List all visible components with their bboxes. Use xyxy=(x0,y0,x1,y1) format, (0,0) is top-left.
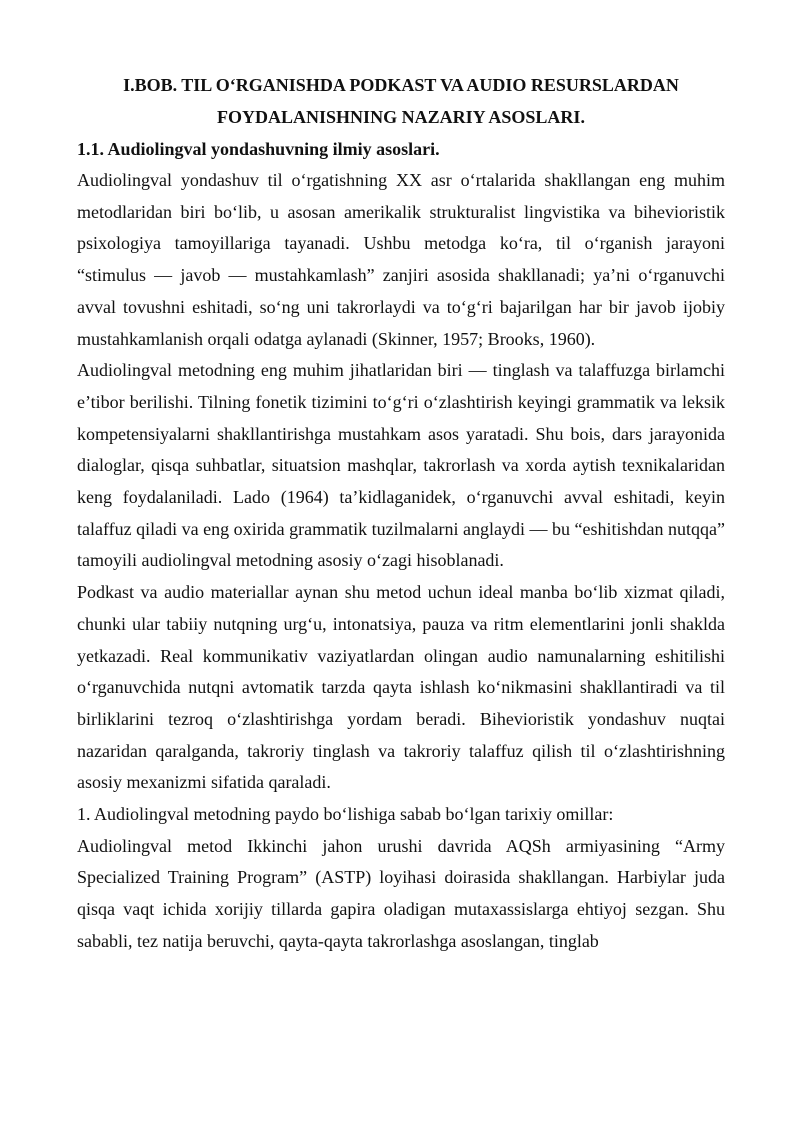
paragraph-4: Audiolingval metod Ikkinchi jahon urushi davrida AQSh armiyasining “Army Specialized Training Program” (ASTP) loyihasi doirasida shakllangan. Harbiylar juda qisqa vaqt ichida xorijiy tillarda gapira oladigan mutaxassislarga ehtiyoj sezgan. Shu sababli, tez natija beruvchi, qayta-qayta takrorlashga asoslangan, tinglab xyxy=(77,835,725,951)
document-page xyxy=(77,69,725,958)
paragraph-2: Audiolingval metodning eng muhim jihatlaridan biri — tinglash va talaffuzga birlamchi e’tibor berilishi. Tilning fonetik tizimini to‘g‘ri o‘zlashtirish keyingi grammatik va leksik kompetensiyalarni shakllantirishga mustahkam asos yaratadi. Shu bois, dars jarayonida dialoglar, qisqa suhbatlar, situatsion mashqlar, takrorlash va xorda aytish texnikalaridan keng foydalaniladi. Lado (1964) ta’kidlaganidek, o‘rganuvchi avval eshitadi, keyin talaffuz qiladi va eng oxirida grammatik tuzilmalarni anglaydi — bu “eshitishdan nutqqa” tamoyili audiolingval metodning asosiy o‘zagi hisoblanadi. xyxy=(77,360,725,571)
section-heading: 1.1. Audiolingval yondashuvning ilmiy asoslari. xyxy=(77,139,440,159)
paragraph-3: Podkast va audio materiallar aynan shu metod uchun ideal manba bo‘lib xizmat qiladi, chunki ular tabiiy nutqning urg‘u, intonatsiya, pauza va ritm elementlarini jonli shaklda yetkazadi. Real kommunikativ vaziyatlardan olingan audio namunalarning eshitilishi o‘rganuvchida nutqni avtomatik tarzda qayta ishlash ko‘nikmasini shakllantiradi va til birliklarini tezroq o‘zlashtirishga yordam beradi. Bihevioristik yondashuv nuqtai nazaridan qaralganda, takroriy tinglash va takroriy talaffuz qilish til o‘zlashtirishning asosiy mexanizmi sifatida qaraladi. xyxy=(77,582,725,793)
chapter-title-line-1: I.BOB. TIL O‘RGANISHDA PODKAST VA AUDIO RESURSLARDAN xyxy=(123,75,679,95)
chapter-title xyxy=(77,69,725,133)
paragraph-1: Audiolingval yondashuv til o‘rgatishning XX asr o‘rtalarida shakllangan eng muhim metodlaridan biri bo‘lib, u asosan amerikalik strukturalist lingvistika va bihevioristik psixologiya tamoyillariga tayanadi. Ushbu metodga ko‘ra, til o‘rganish jarayoni “stimulus — javob — mustahkamlash” zanjiri asosida shakllanadi; ya’ni o‘rganuvchi avval tovushni eshitadi, so‘ng uni takrorlaydi va to‘g‘ri bajarilgan har bir javob ijobiy mustahkamlanish orqali odatga aylanadi (Skinner, 1957; Brooks, 1960). xyxy=(77,170,725,349)
chapter-title-line-2: FOYDALANISHNING NAZARIY ASOSLARI. xyxy=(217,107,585,127)
list-item-heading: 1. Audiolingval metodning paydo bo‘lishiga sabab bo‘lgan tarixiy omillar: xyxy=(77,804,614,825)
